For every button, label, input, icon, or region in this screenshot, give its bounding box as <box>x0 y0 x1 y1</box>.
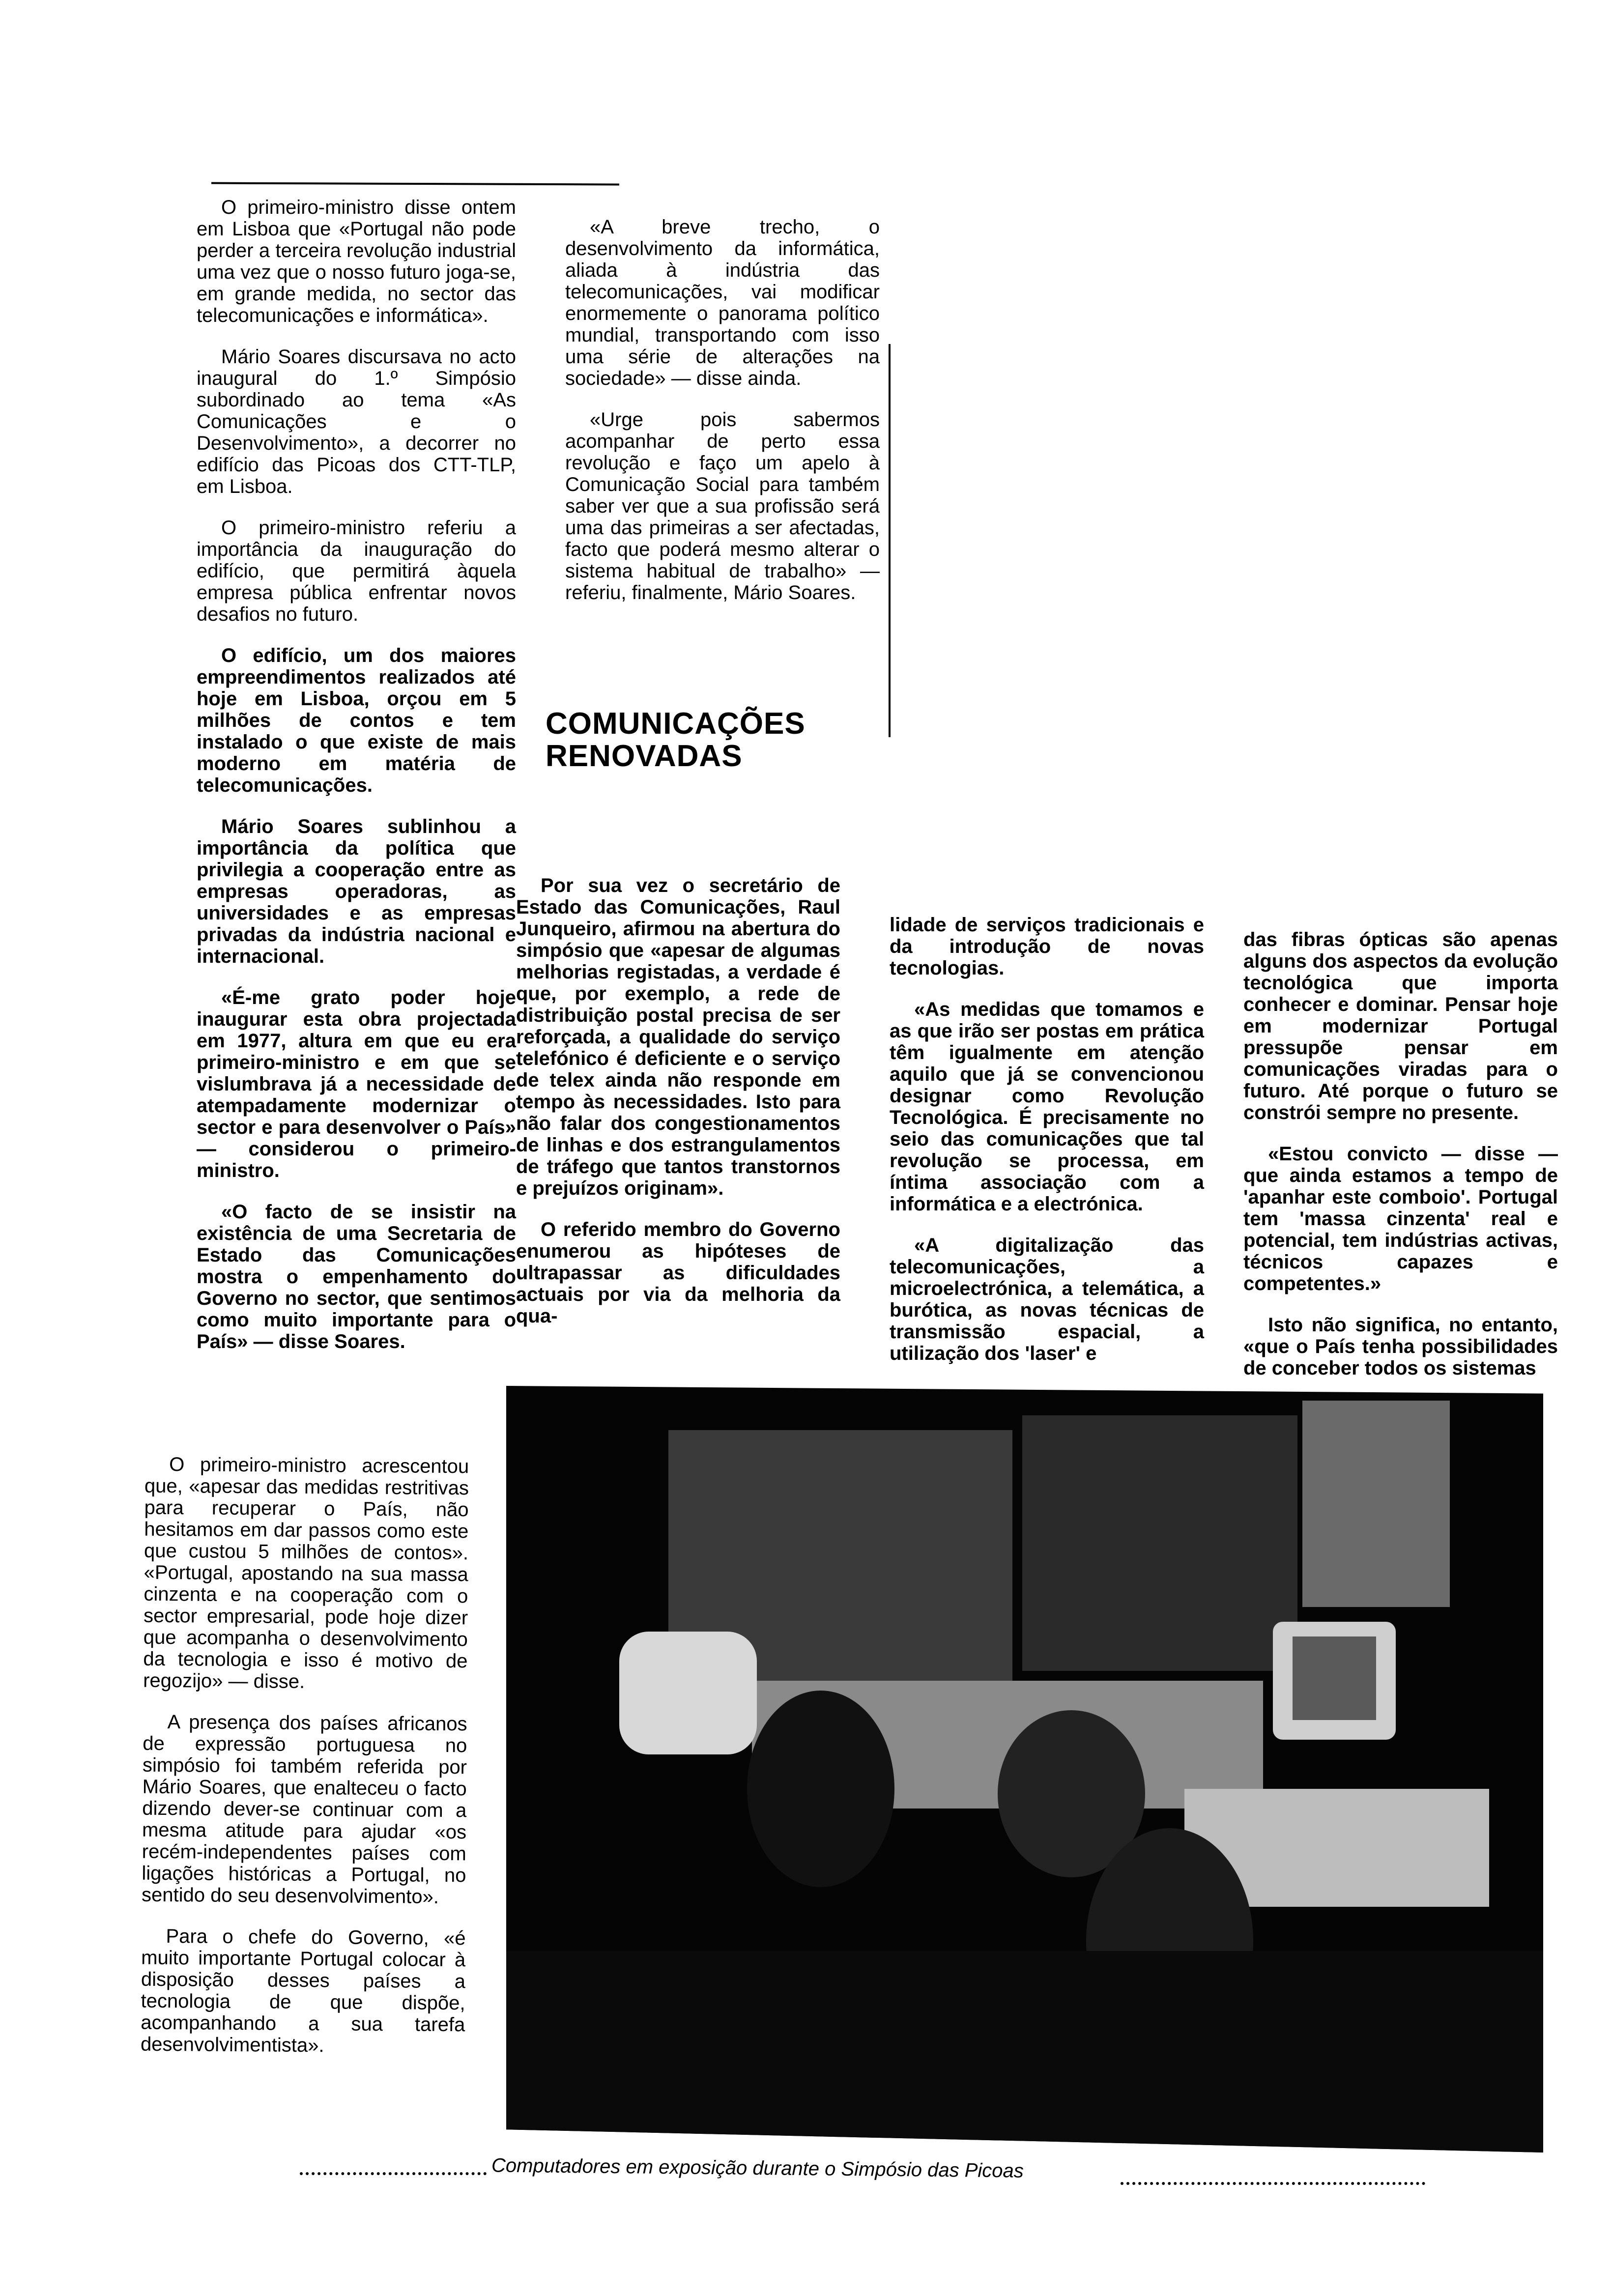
paragraph: «Estou convicto — disse — que ainda estamos a tempo de 'apanhar este comboio'. Portugal tem 'massa cinzenta' real e potencial, tem indústrias activas, técnicos capazes e competentes.» <box>1243 1143 1558 1294</box>
second-column <box>565 216 880 623</box>
paragraph: «O facto de se insistir na existência de uma Secretaria de Estado das Comunicações mostra o empenhamento do Governo no sector, que sentimos como muito importante para o País» — disse Soares. <box>197 1201 516 1352</box>
dotted-leader <box>1121 2182 1425 2185</box>
photo-caption: Computadores em exposição durante o Simpósio das Picoas <box>491 2154 1024 2182</box>
lead-column <box>197 197 516 1372</box>
paragraph: Mário Soares sublinhou a importância da política que privilegia a cooperação entre as empresas operadoras, as universidades e as empresas privadas da indústria nacional e internacional. <box>197 816 516 967</box>
dotted-leader <box>300 2172 487 2175</box>
terminal-screen <box>1293 1636 1376 1720</box>
terminal-screen <box>619 1632 757 1754</box>
person-silhouette <box>747 1691 894 1887</box>
paragraph: O primeiro-ministro acrescentou que, «apesar das medidas restritivas para recuperar o País, não hesitamos em dar passos como este que custou 5 milhões de contos». «Portugal, apostando na sua massa cinzenta e na cooperação com o sector empresarial, pode hoje dizer que acompanha o desenvolvimento da tecnologia e isso é motivo de regozijo» — disse. <box>143 1454 469 1693</box>
top-rule <box>211 182 619 186</box>
section-headline: COMUNICAÇÕES RENOVADAS <box>546 707 806 773</box>
paragraph: «Urge pois sabermos acompanhar de perto essa revolução e faço um apelo à Comunicação Social para também saber ver que a sua profissão será uma das primeiras a ser afectadas, facto que poderá mesmo alterar o sistema habitual de trabalho» — referiu, finalmente, Mário Soares. <box>565 409 880 603</box>
lead-column-continued <box>141 1454 469 2077</box>
paragraph: Mário Soares discursava no acto inaugural do 1.º Simpósio subordinado ao tema «As Comunicações e o Desenvolvimento», a decorrer no edifício das Picoas dos CTT-TLP, em Lisboa. <box>197 346 516 497</box>
paragraph: O referido membro do Governo enumerou as hipóteses de ultrapassar as dificuldades actuais por via da melhoria da qua- <box>516 1219 840 1327</box>
paragraph: «A breve trecho, o desenvolvimento da informática, aliada à indústria das telecomunicações, vai modificar enormemente o panorama político mundial, transportando com isso uma série de alterações na sociedade» — disse ainda. <box>565 216 880 389</box>
paragraph: A presença dos países africanos de expressão portuguesa no simpósio foi também referida por Mário Soares, que enalteceu o facto dizendo dever-se continuar com a mesma atitude para ajudar «os recém-independentes países com ligações históricas a Portugal, no sentido do seu desenvolvimento». <box>141 1711 467 1908</box>
paragraph: «A digitalização das telecomunicações, a microelectrónica, a telemática, a burótica, as novas técnicas de transmissão espacial, a utilização dos 'laser' e <box>890 1234 1204 1364</box>
paragraph: «As medidas que tomamos e as que irão ser postas em prática têm igualmente em atenção aquilo que já se convencionou designar como Revolução Tecnológica. É precisamente no seio das comunicações que tal revolução se processa, em íntima associação com a informática e a electrónica. <box>890 999 1204 1215</box>
paragraph: Para o chefe do Governo, «é muito importante Portugal colocar à disposição desses países a tecnologia de que dispõe, acompanhando a sua tarefa desenvolvimentista». <box>140 1925 466 2057</box>
equipment-rack <box>1022 1415 1297 1671</box>
section-column-c <box>1243 929 1558 1399</box>
news-photo-computers <box>506 1386 1543 2152</box>
equipment-rack <box>1302 1401 1450 1607</box>
section-column-b <box>890 914 1204 1384</box>
paragraph: O edifício, um dos maiores empreendimentos realizados até hoje em Lisboa, orçou em 5 milhões de contos e tem instalado o que existe de mais moderno em matéria de telecomunicações. <box>197 645 516 796</box>
section-column-a <box>516 875 840 1347</box>
paragraph: O primeiro-ministro disse ontem em Lisboa que «Portugal não pode perder a terceira revolução industrial uma vez que o nosso futuro joga-se, em grande medida, no sector das telecomunicações e informática». <box>197 197 516 326</box>
paragraph: das fibras ópticas são apenas alguns dos aspectos da evolução tecnológica que importa conhecer e dominar. Pensar hoje em modernizar Portugal pressupõe pensar em comunicações viradas para o futuro. Até porque o futuro se constrói sempre no presente. <box>1243 929 1558 1123</box>
paragraph: Isto não significa, no entanto, «que o País tenha possibilidades de conceber todos os sistemas <box>1243 1314 1558 1379</box>
floor <box>506 1951 1543 2152</box>
paragraph: lidade de serviços tradicionais e da introdução de novas tecnologias. <box>890 914 1204 979</box>
column-divider <box>889 344 891 737</box>
paragraph: Por sua vez o secretário de Estado das Comunicações, Raul Junqueiro, afirmou na abertura do simpósio que «apesar de algumas melhorias registadas, a verdade é que, por exemplo, a rede de distribuição postal precisa de ser reforçada, a qualidade do serviço telefónico é deficiente e o serviço de telex ainda não responde em tempo às necessidades. Isto para não falar dos congestionamentos de linhas e dos estrangulamentos de tráfego que tantos transtornos e prejuízos originam». <box>516 875 840 1199</box>
paragraph: «É-me grato poder hoje inaugurar esta obra projectada em 1977, altura em que eu era primeiro-ministro e em que se vislumbrava já a necessidade de atempadamente modernizar o sector e para desenvolver o País» — considerou o primeiro-ministro. <box>197 987 516 1181</box>
paragraph: O primeiro-ministro referiu a importância da inauguração do edifício, que permitirá àquela empresa pública enfrentar novos desafios no futuro. <box>197 517 516 625</box>
